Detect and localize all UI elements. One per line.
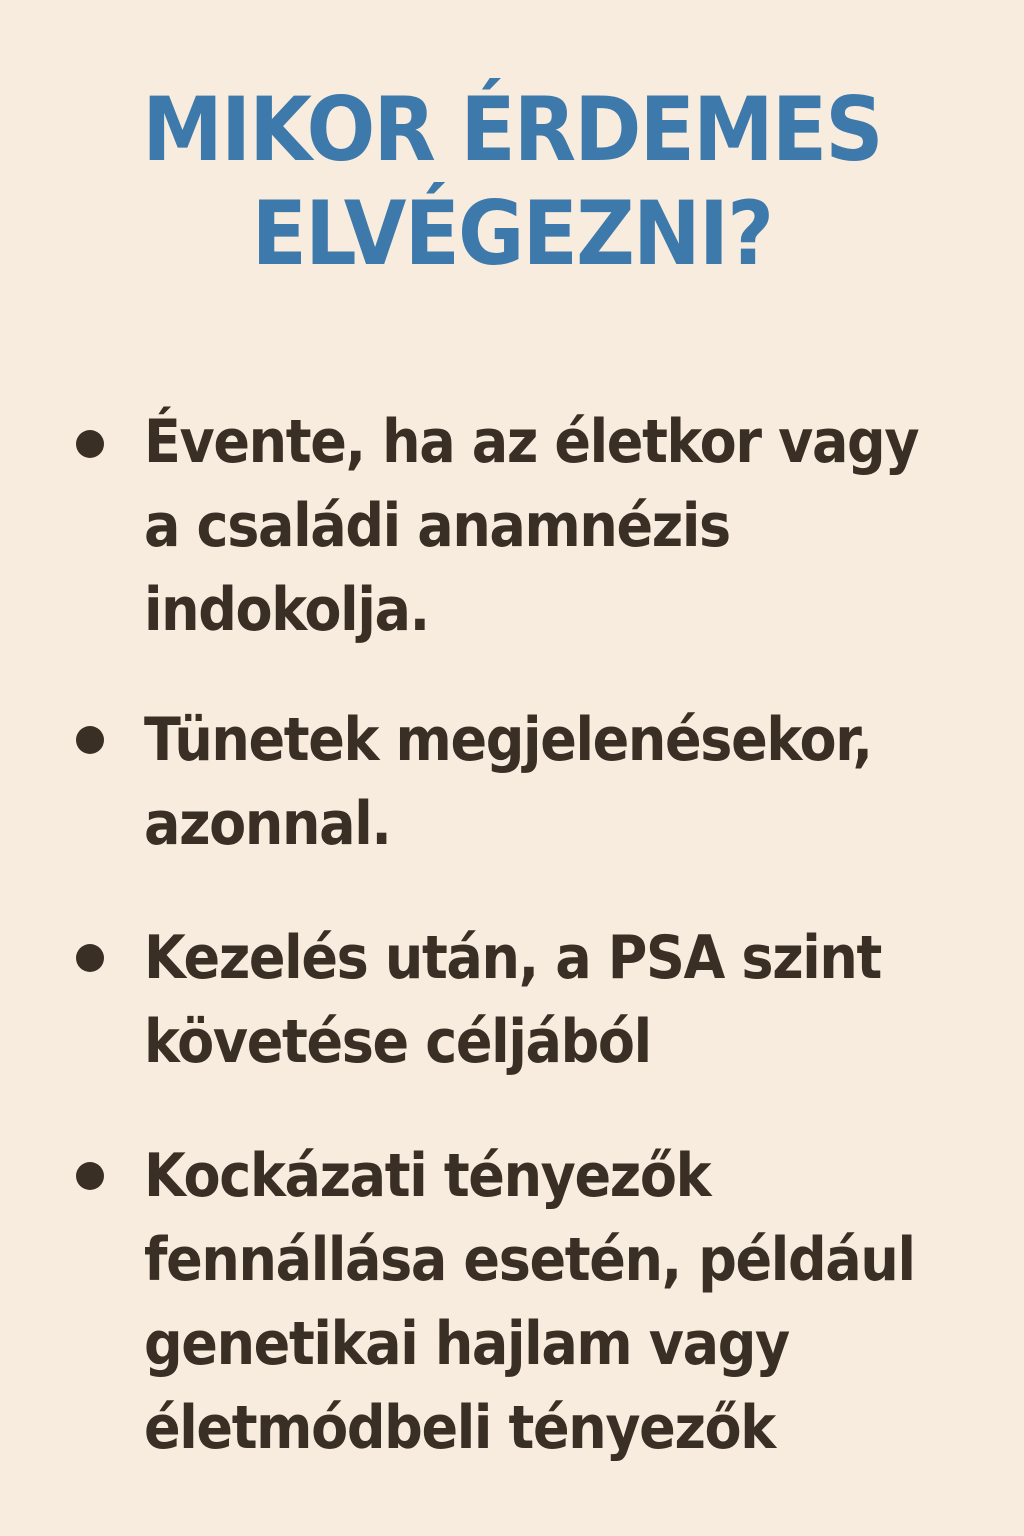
title-line-2: ELVÉGEZNI? bbox=[251, 182, 773, 285]
list-item-line: Kockázati tényezők bbox=[144, 1141, 711, 1211]
list-item-line: fennállása esetén, például bbox=[144, 1225, 915, 1295]
bullet-icon bbox=[76, 1162, 104, 1190]
list-item-text bbox=[144, 916, 984, 1084]
title-line-1: MIKOR ÉRDEMES bbox=[142, 78, 882, 181]
list-item-line: indokolja. bbox=[144, 575, 429, 645]
list-item-text bbox=[144, 698, 984, 866]
list-item-line: életmódbeli tényezők bbox=[144, 1393, 775, 1463]
bullet-icon bbox=[76, 726, 104, 754]
list-item-line: azonnal. bbox=[144, 789, 391, 859]
list-item-text bbox=[144, 400, 984, 652]
list-item-line: Évente, ha az életkor vagy bbox=[144, 407, 919, 477]
list-item-text bbox=[144, 1134, 984, 1470]
list-item-line: a családi anamnézis bbox=[144, 491, 730, 561]
list-item-line: Kezelés után, a PSA szint bbox=[144, 923, 882, 993]
list-item-line: követése céljából bbox=[144, 1007, 651, 1077]
list-item-line: genetikai hajlam vagy bbox=[144, 1309, 789, 1379]
bullet-icon bbox=[76, 430, 104, 458]
list-item-line: Tünetek megjelenésekor, bbox=[144, 705, 872, 775]
bullet-icon bbox=[76, 944, 104, 972]
